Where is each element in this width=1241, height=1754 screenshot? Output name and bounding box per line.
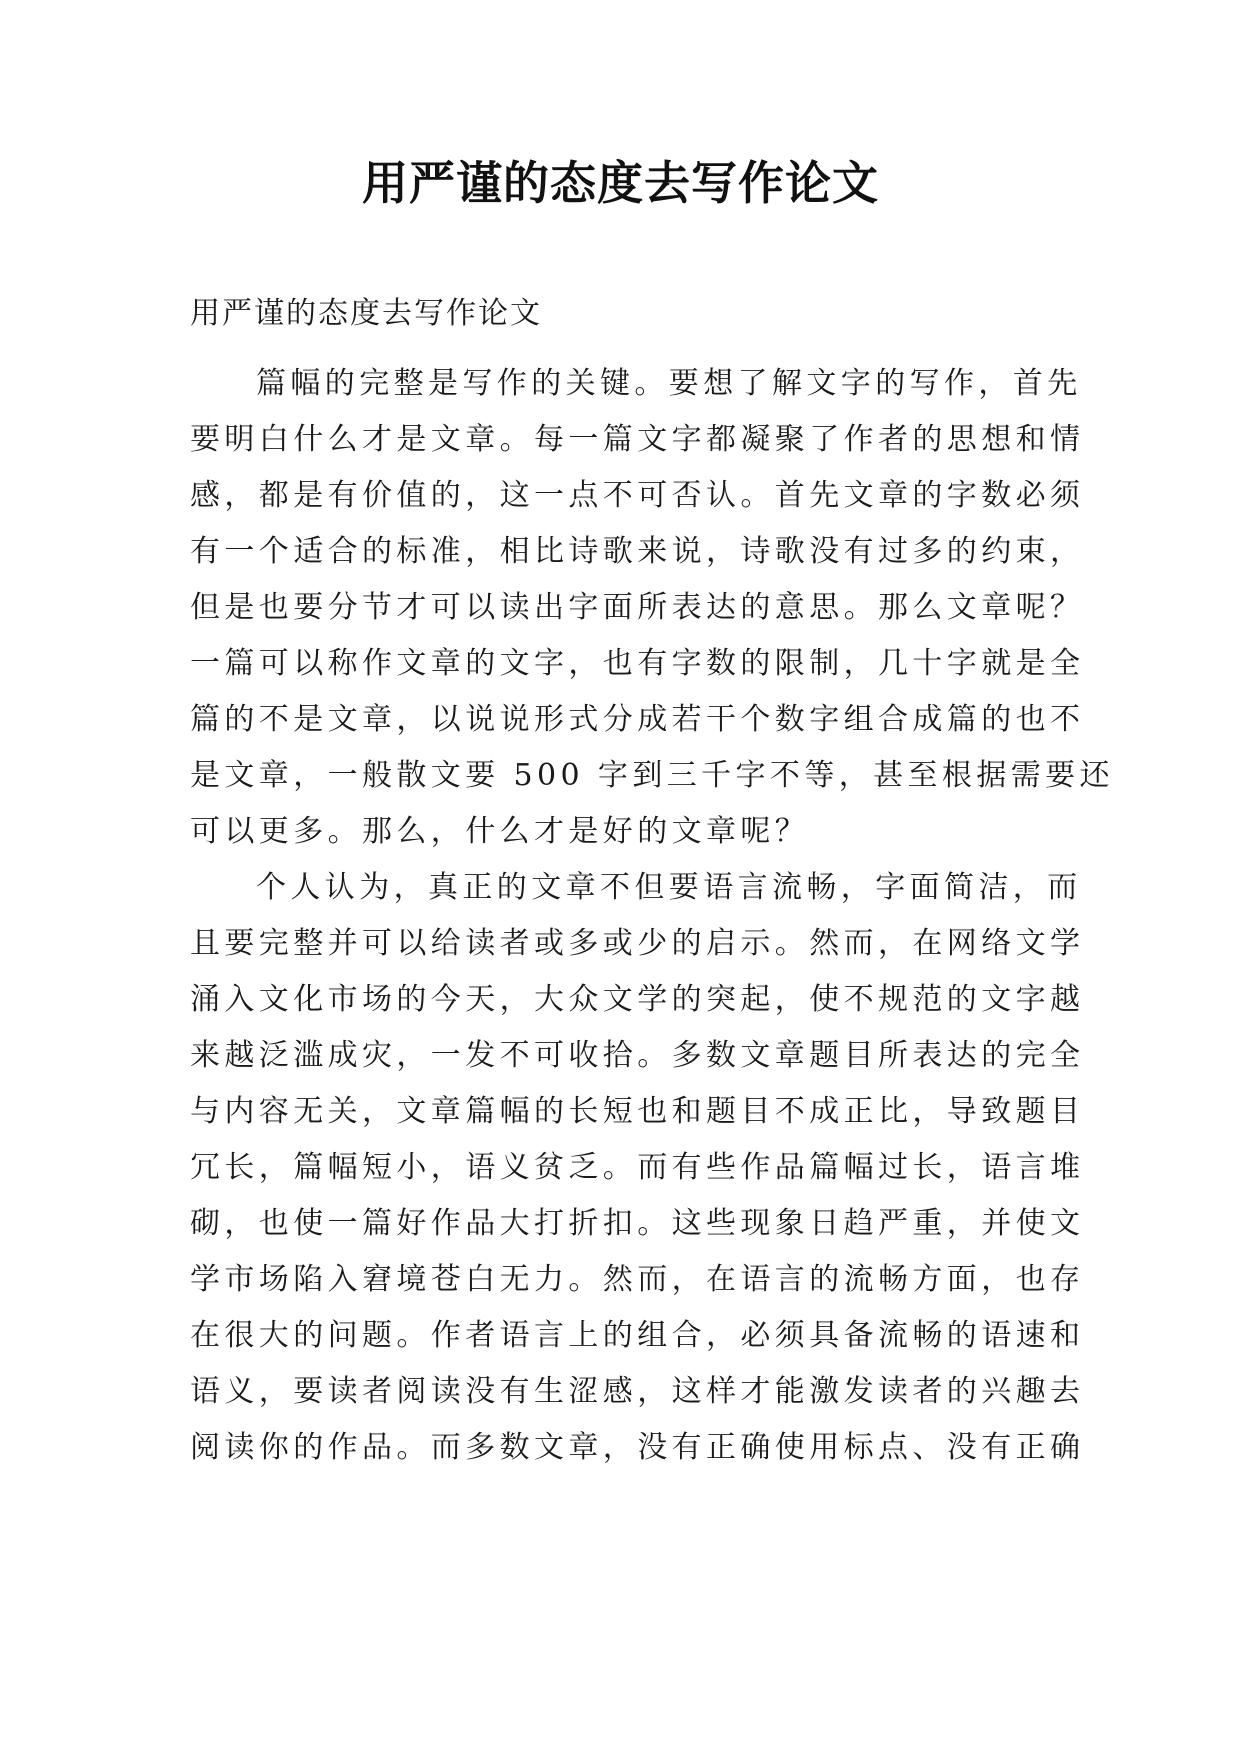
paragraph-line: 一篇可以称作文章的文字，也有字数的限制，几十字就是全 — [190, 646, 1085, 681]
paragraph-line: 冗长，篇幅短小，语义贫乏。而有些作品篇幅过长，语言堆 — [190, 1150, 1085, 1185]
paragraph-line: 学市场陷入窘境苍白无力。然而，在语言的流畅方面，也存 — [190, 1262, 1085, 1297]
paragraph-line: 篇幅的完整是写作的关键。要想了解文字的写作，首先 — [256, 366, 1082, 401]
document-title: 用严谨的态度去写作论文 — [362, 156, 879, 210]
paragraph-line: 有一个适合的标准，相比诗歌来说，诗歌没有过多的约束， — [190, 534, 1085, 569]
paragraph-line: 砌，也使一篇好作品大打折扣。这些现象日趋严重，并使文 — [190, 1206, 1085, 1241]
paragraph-line: 篇的不是文章，以说说形式分成若干个数字组合成篇的也不 — [190, 702, 1085, 737]
paragraph-line: 要明白什么才是文章。每一篇文字都凝聚了作者的思想和情 — [190, 422, 1085, 457]
paragraph-line: 是文章，一般散文要 500 字到三千字不等，甚至根据需要还 — [190, 758, 1114, 793]
paragraph-line: 来越泛滥成灾，一发不可收拾。多数文章题目所表达的完全 — [190, 1038, 1085, 1073]
paragraph-line: 与内容无关，文章篇幅的长短也和题目不成正比，导致题目 — [190, 1094, 1085, 1129]
paragraph-line: 且要完整并可以给读者或多或少的启示。然而，在网络文学 — [190, 926, 1085, 961]
paragraph-line: 阅读你的作品。而多数文章，没有正确使用标点、没有正确 — [190, 1430, 1085, 1465]
paragraph-line: 感，都是有价值的，这一点不可否认。首先文章的字数必须 — [190, 478, 1085, 513]
paragraph-line: 但是也要分节才可以读出字面所表达的意思。那么文章呢？ — [190, 590, 1085, 625]
paragraph-line: 个人认为，真正的文章不但要语言流畅，字面简洁，而 — [256, 870, 1082, 905]
document-subtitle: 用严谨的态度去写作论文 — [190, 296, 542, 331]
paragraph-line: 可以更多。那么，什么才是好的文章呢？ — [190, 814, 810, 849]
paragraph-line: 在很大的问题。作者语言上的组合，必须具备流畅的语速和 — [190, 1318, 1085, 1353]
paragraph-line: 涌入文化市场的今天，大众文学的突起，使不规范的文字越 — [190, 982, 1085, 1017]
paragraph-line: 语义，要读者阅读没有生涩感，这样才能激发读者的兴趣去 — [190, 1374, 1085, 1409]
